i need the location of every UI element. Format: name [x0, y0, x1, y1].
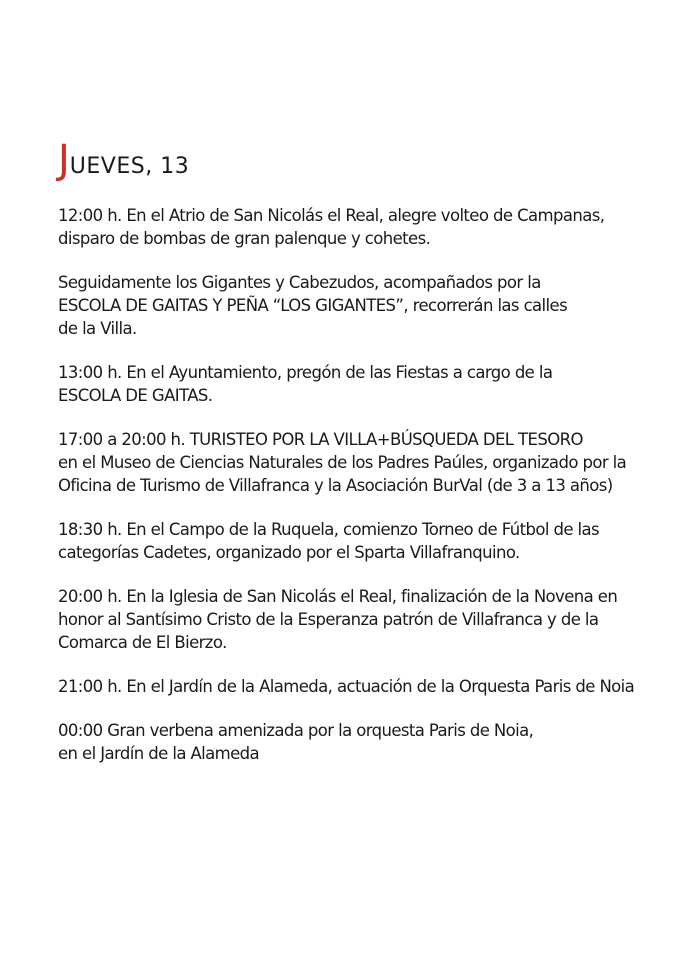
- event-line: ESCOLA DE GAITAS.: [58, 386, 213, 405]
- event-item: [58, 518, 658, 564]
- event-line: Comarca de El Bierzo.: [58, 633, 227, 652]
- event-item: [58, 675, 658, 698]
- event-item: [58, 204, 658, 250]
- event-line: Seguidamente los Gigantes y Cabezudos, acompañados por la: [58, 273, 541, 292]
- event-line: disparo de bombas de gran palenque y cohetes.: [58, 229, 431, 248]
- day-heading-initial: J: [58, 137, 70, 183]
- event-item: [58, 271, 658, 340]
- event-line: en el Museo de Ciencias Naturales de los Padres Paúles, organizado por la: [58, 453, 627, 472]
- event-line: categorías Cadetes, organizado por el Sparta Villafranquino.: [58, 543, 520, 562]
- event-line: Oficina de Turismo de Villafranca y la Asociación BurVal (de 3 a 13 años): [58, 476, 613, 495]
- event-line: 17:00 a 20:00 h. TURISTEO POR LA VILLA+BÚSQUEDA DEL TESORO: [58, 430, 583, 449]
- event-item: [58, 585, 658, 654]
- event-line: 12:00 h. En el Atrio de San Nicolás el Real, alegre volteo de Campanas,: [58, 206, 605, 225]
- event-line: 20:00 h. En la Iglesia de San Nicolás el Real, finalización de la Novena en: [58, 587, 618, 606]
- event-line: 00:00 Gran verbena amenizada por la orquesta Paris de Noia,: [58, 721, 534, 740]
- event-line: en el Jardín de la Alameda: [58, 744, 260, 763]
- day-heading: [58, 137, 190, 183]
- event-item: [58, 428, 658, 497]
- event-item: [58, 361, 658, 407]
- event-line: ESCOLA DE GAITAS Y PEÑA “LOS GIGANTES”, recorrerán las calles: [58, 296, 568, 315]
- event-line: 21:00 h. En el Jardín de la Alameda, actuación de la Orquesta Paris de Noia: [58, 677, 635, 696]
- event-line: honor al Santísimo Cristo de la Esperanza patrón de Villafranca y de la: [58, 610, 599, 629]
- event-line: 18:30 h. En el Campo de la Ruquela, comienzo Torneo de Fútbol de las: [58, 520, 600, 539]
- event-list: [58, 204, 658, 786]
- event-line: 13:00 h. En el Ayuntamiento, pregón de las Fiestas a cargo de la: [58, 363, 553, 382]
- day-heading-rest: UEVES, 13: [69, 154, 190, 179]
- event-item: [58, 719, 658, 765]
- event-line: de la Villa.: [58, 319, 137, 338]
